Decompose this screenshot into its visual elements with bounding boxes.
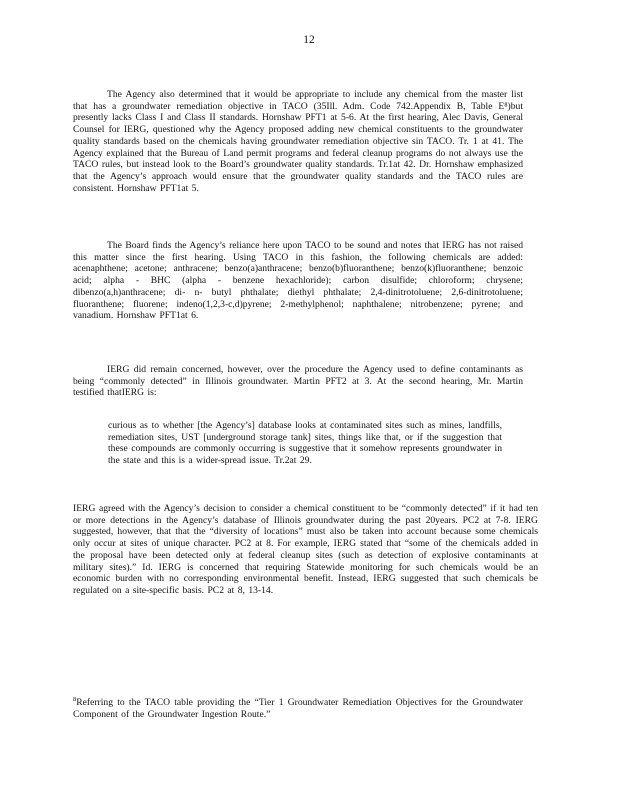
page-number: 12 (303, 34, 315, 46)
footnote-marker: 8 (73, 695, 77, 703)
block-quote-text: curious as to whether [the Agency’s] database looks at contaminated sites such as mines, landfills, remediation sites, UST [underground storage tank] sites, things like that, or if the suggestion that these compounds are commonly occurring is suggestive that it somehow represents groundwater in the state and this is a wider-spread issue. Tr.2at 29. (108, 420, 502, 467)
paragraph-4 (73, 503, 538, 597)
paragraph-3-text: IERG did remain concerned, however, over the procedure the Agency used to define contaminants as being “commonly detected” in Illinois groundwater. Martin PFT2 at 3. At the second hearing, Mr. Martin testified thatIERG is: (73, 364, 523, 399)
block-quote (108, 420, 502, 467)
footnote-text: Referring to the TACO table providing the “Tier 1 Groundwater Remediation Objectives for the Groundwater Component of the Groundwater Ingestion Route.” (73, 697, 523, 720)
paragraph-1 (73, 89, 523, 194)
paragraph-2-text: The Board finds the Agency’s reliance here upon TACO to be sound and notes that IERG has not raised this matter since the first hearing. Using TACO in this fashion, the following chemicals are added: acenaphthene; acetone; anthracene; benzo(a)anthracene; benzo(b)fluoranthene; benzo(k)fluoranthene; benzoic acid; alpha - BHC (alpha - benzene hexachloride); carbon disulfide; chloroform; chrysene; dibenzo(a,h)anthracene; di- n- butyl phthalate; diethyl phthalate; 2,4-dinitrotoluene; 2,6-dinitrotoluene; fluoranthene; fluorene; indeno(1,2,3-c,d)pyrene; 2-methylphenol; naphthalene; nitrobenzene; pyrene; and vanadium. Hornshaw PFT1at 6. (73, 240, 523, 322)
footnote (73, 697, 523, 720)
paragraph-4-text: IERG agreed with the Agency’s decision to consider a chemical constituent to be “commonly detected” if it had ten or more detections in the Agency’s database of Illinois groundwater during the past 20years. PC2 at 7-8. IERG suggested, however, that that the “diversity of locations” must also be taken into account because some chemicals only occur at sites of unique character. PC2 at 8. For example, IERG stated that “some of the chemicals added in the proposal have been detected only at federal cleanup sites (such as detection of explosive contaminants at military sites).” Id. IERG is concerned that requiring Statewide monitoring for such chemicals would be an economic burden with no corresponding environmental benefit. Instead, IERG suggested that such chemicals be regulated on a site-specific basis. PC2 at 8, 13-14. (73, 503, 538, 596)
paragraph-1-text: The Agency also determined that it would be appropriate to include any chemical from the master list that has a groundwater remediation objective in TACO (35Ill. Adm. Code 742.Appendix B, Table E⁸)but presently lacks Class I and Class II standards. Hornshaw PFT1 at 5-6. At the first hearing, Alec Davis, General Counsel for IERG, questioned why the Agency proposed adding new chemical constituents to the groundwater quality standards based on the chemicals having groundwater remediation objective sin TACO. Tr. 1 at 41. The Agency explained that the Bureau of Land permit programs and federal cleanup programs do not always use the TACO rules, but instead look to the Board’s groundwater quality standards. Tr.1at 42. Dr. Hornshaw emphasized that the Agency’s approach would ensure that the groundwater quality standards and the TACO rules are consistent. Hornshaw PFT1at 5. (73, 89, 523, 194)
paragraph-3 (73, 364, 523, 399)
paragraph-2 (73, 240, 523, 322)
